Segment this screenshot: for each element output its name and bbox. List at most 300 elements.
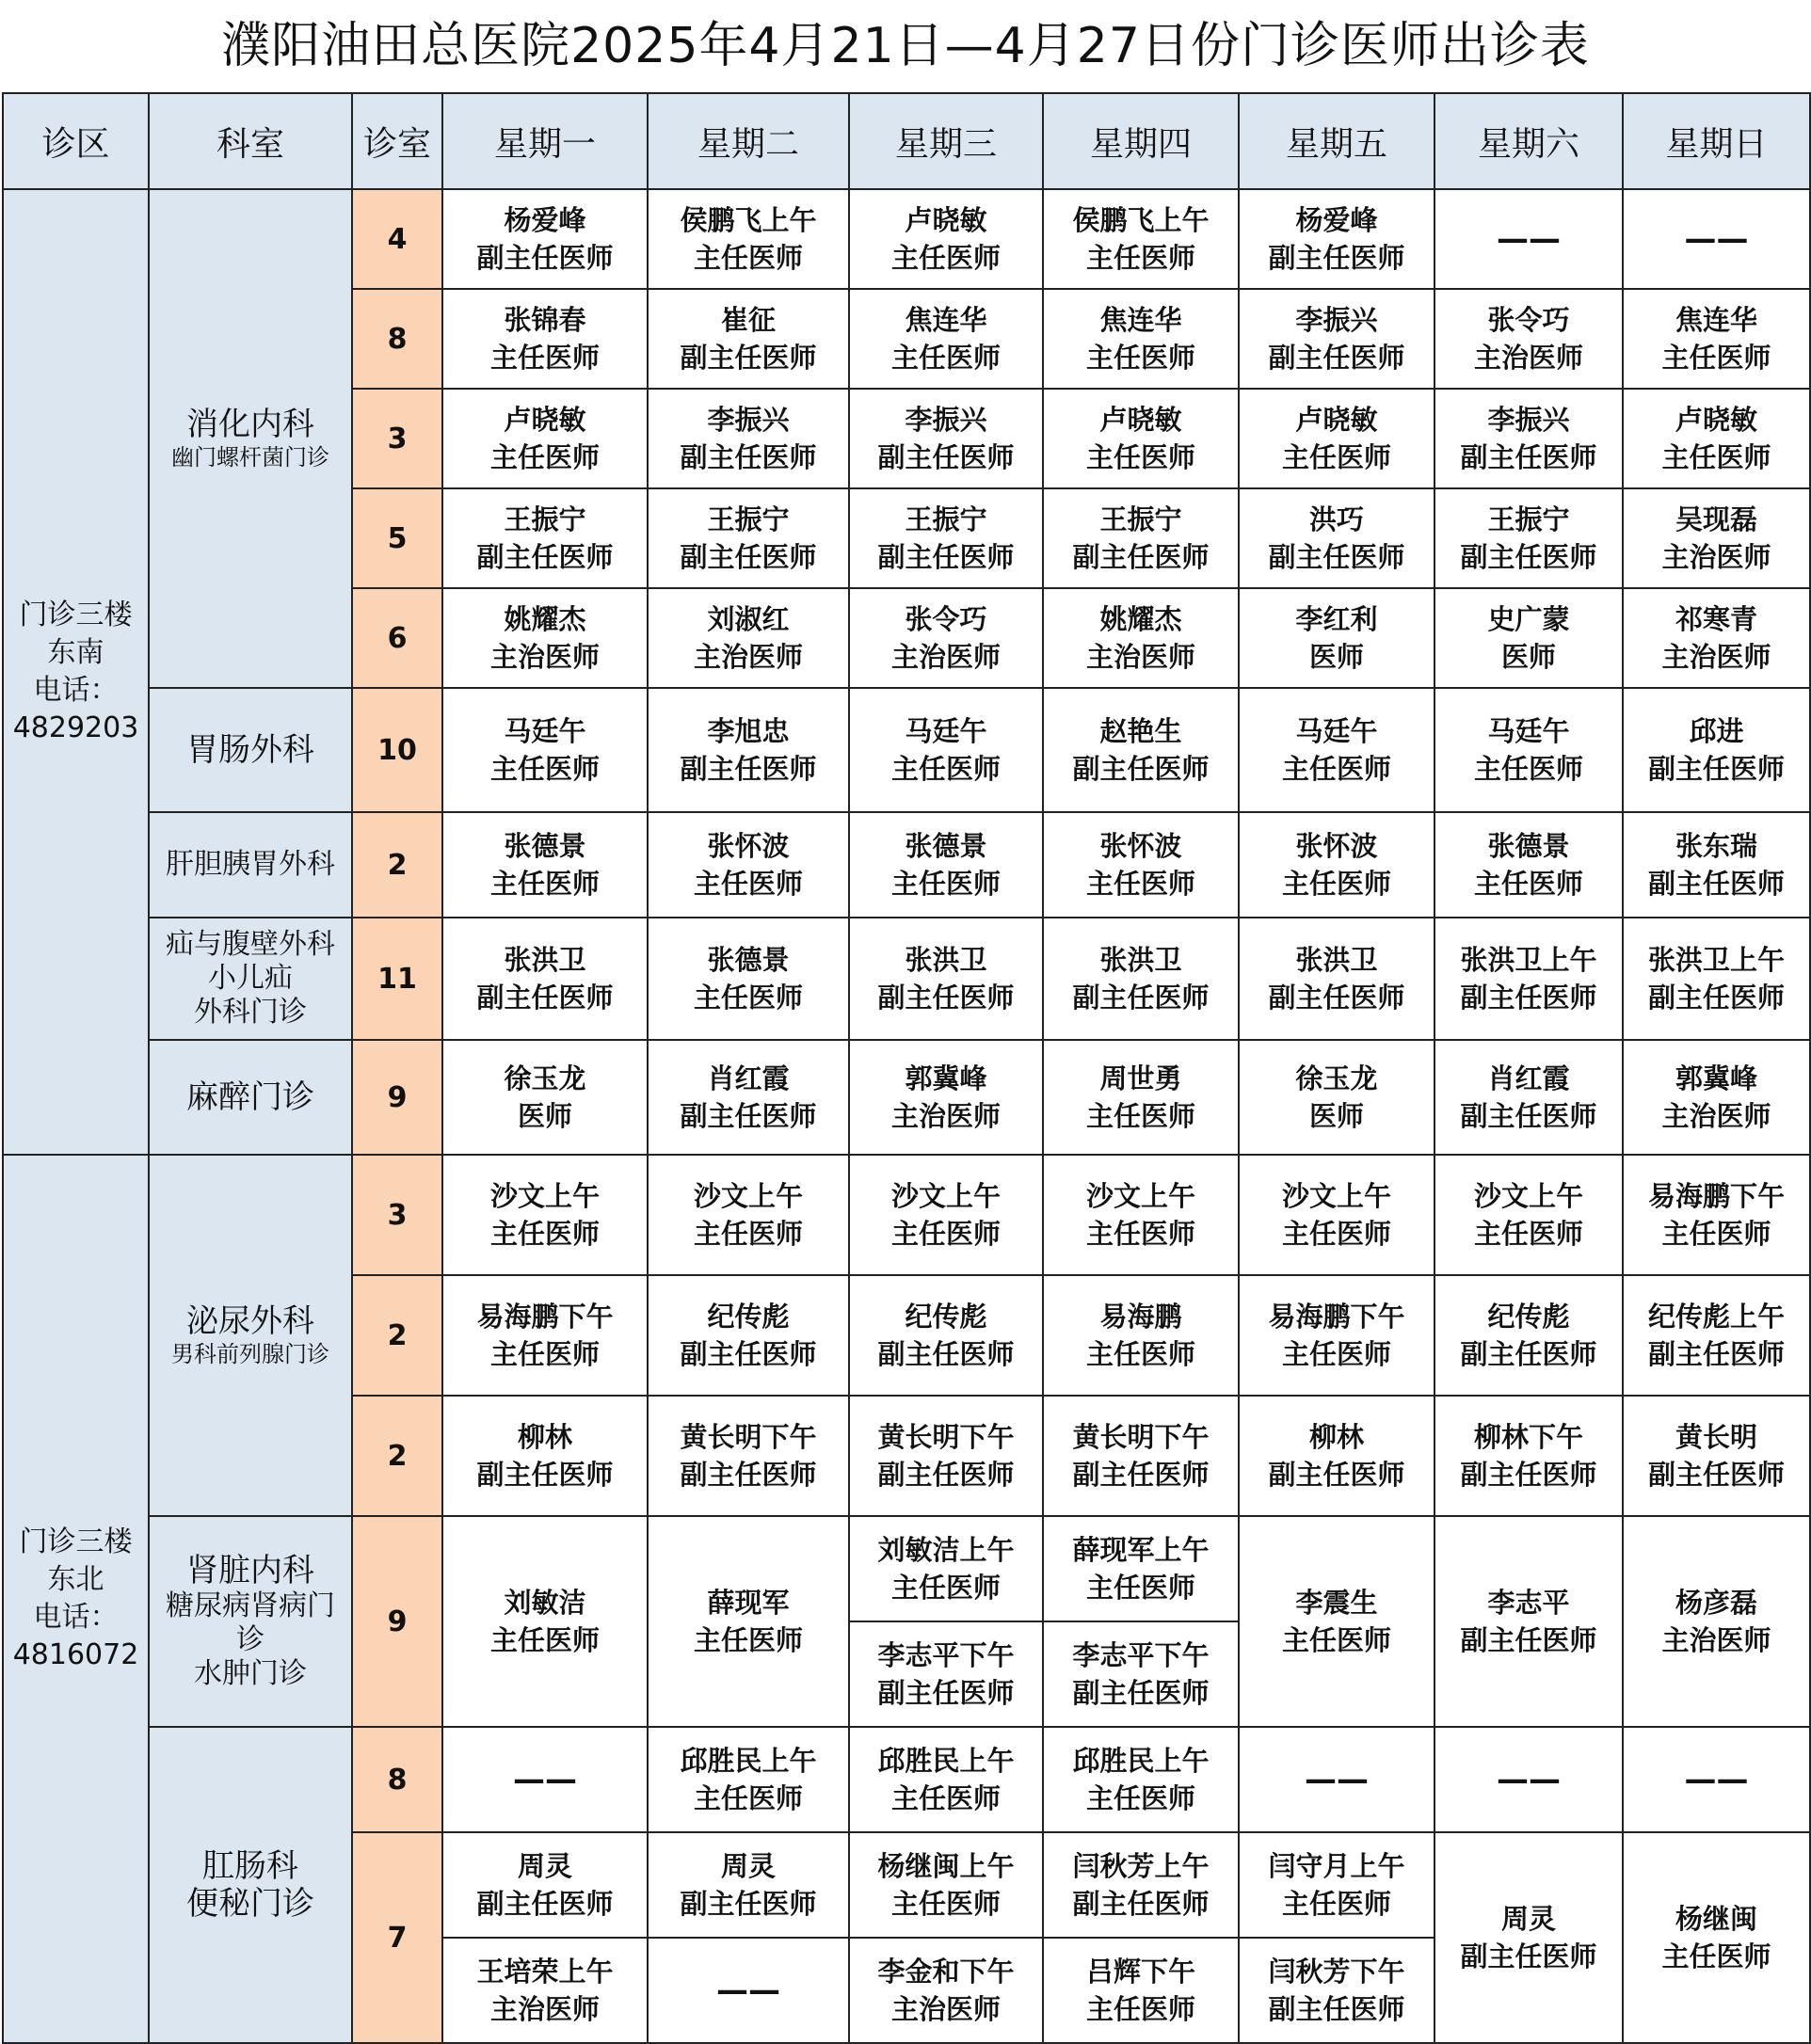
schedule-cell (442, 189, 648, 289)
doctor-name: 张怀波 (1099, 830, 1182, 862)
doctor-title: 主任医师 (890, 1782, 1001, 1814)
schedule-cell (1434, 812, 1623, 918)
doctor-title: 副主任医师 (1072, 541, 1210, 573)
zone-line: 东北 (47, 1563, 104, 1596)
doctor-name: 李志平下午 (1072, 1639, 1210, 1671)
schedule-cell (1043, 688, 1239, 812)
doctor-title: 主任医师 (1281, 868, 1391, 900)
doctor-name: 崔征 (720, 304, 776, 336)
doctor-name: 王振宁 (707, 503, 790, 535)
schedule-cell (1623, 918, 1810, 1040)
empty-cell: —— (1434, 189, 1623, 289)
schedule-cell (648, 488, 849, 588)
room-number: 8 (352, 289, 442, 389)
doctor-name: 郭冀峰 (905, 1062, 987, 1094)
doctor-title: 副主任医师 (1268, 541, 1405, 573)
schedule-table (2, 92, 1811, 2044)
room-number: 9 (352, 1040, 442, 1155)
doctor-name: 姚耀杰 (1099, 603, 1182, 635)
schedule-cell (442, 1040, 648, 1155)
schedule-cell (1043, 1832, 1239, 1938)
doctor-name: 李红利 (1295, 603, 1378, 635)
schedule-cell (648, 1040, 849, 1155)
doctor-name: 卢晓敏 (1675, 404, 1757, 436)
doctor-name: 杨爱峰 (504, 204, 586, 236)
doctor-title: 主任医师 (1085, 1782, 1195, 1814)
doctor-title: 副主任医师 (476, 242, 614, 274)
schedule-cell (1623, 389, 1810, 488)
schedule-cell (1239, 389, 1434, 488)
schedule-cell (1434, 389, 1623, 488)
doctor-title: 主治医师 (1661, 1624, 1771, 1656)
doctor-name: 张德景 (905, 830, 987, 862)
doctor-title: 副主任医师 (1268, 242, 1405, 274)
doctor-name: 杨彦磊 (1675, 1587, 1757, 1619)
schedule-cell (1623, 1155, 1810, 1275)
doctor-name: 张洪卫上午 (1647, 944, 1785, 976)
doctor-title: 主治医师 (890, 1100, 1001, 1132)
schedule-cell (648, 1727, 849, 1832)
doctor-title: 副主任医师 (1460, 1338, 1597, 1370)
doctor-name: 柳林 (517, 1421, 572, 1453)
doctor-name: 卢晓敏 (1295, 404, 1378, 436)
doctor-title: 主任医师 (1473, 868, 1583, 900)
doctor-title: 副主任医师 (1072, 1677, 1210, 1709)
schedule-cell (1043, 1040, 1239, 1155)
schedule-cell (1239, 289, 1434, 389)
schedule-cell (849, 189, 1043, 289)
doctor-name: 侯鹏飞上午 (680, 204, 817, 236)
schedule-cell (849, 1938, 1043, 2043)
doctor-title: 主任医师 (1281, 1218, 1391, 1250)
header-tue: 星期二 (648, 93, 849, 189)
schedule-cell (442, 688, 648, 812)
doctor-title: 主任医师 (890, 1888, 1001, 1920)
room-number: 7 (352, 1832, 442, 2043)
schedule-cell (1434, 688, 1623, 812)
doctor-title: 副主任医师 (1460, 1940, 1597, 1972)
doctor-name: 徐玉龙 (504, 1062, 586, 1094)
dept-sub: 糖尿病肾病门 (166, 1589, 335, 1622)
doctor-name: 王振宁 (504, 503, 586, 535)
doctor-name: 卢晓敏 (504, 404, 586, 436)
doctor-name: 史广蒙 (1487, 603, 1570, 635)
doctor-name: 王振宁 (1487, 503, 1570, 535)
doctor-name: 张洪卫 (905, 944, 987, 976)
page-title: 濮阳油田总医院2025年4月21日—4月27日份门诊医师出诊表 (221, 18, 1590, 74)
doctor-name: 马廷午 (905, 715, 987, 747)
doctor-name: 张洪卫上午 (1460, 944, 1597, 976)
doctor-title: 主任医师 (489, 1624, 600, 1656)
doctor-title: 主任医师 (1281, 1624, 1391, 1656)
doctor-title: 副主任医师 (877, 541, 1015, 573)
schedule-cell (849, 1040, 1043, 1155)
doctor-title: 副主任医师 (1268, 1993, 1405, 2025)
doctor-name: 刘淑红 (707, 603, 790, 635)
doctor-name: 闫秋芳下午 (1268, 1956, 1405, 1988)
schedule-cell (1043, 918, 1239, 1040)
doctor-title: 主治医师 (489, 641, 600, 673)
doctor-title: 副主任医师 (680, 1338, 817, 1370)
zone-line: 门诊三楼 (19, 1525, 133, 1558)
schedule-cell (648, 389, 849, 488)
dept-name: 外科门诊 (194, 996, 307, 1029)
room-number: 10 (352, 688, 442, 812)
doctor-title: 副主任医师 (680, 441, 817, 473)
schedule-cell (442, 389, 648, 488)
dept-anesthesia (149, 1040, 352, 1155)
schedule-cell (1043, 1621, 1239, 1727)
doctor-name: 张洪卫 (1099, 944, 1182, 976)
doctor-name: 李旭忠 (707, 715, 790, 747)
schedule-cell (849, 812, 1043, 918)
schedule-cell (849, 389, 1043, 488)
doctor-name: 刘敏洁上午 (877, 1534, 1015, 1566)
doctor-title: 主任医师 (1085, 441, 1195, 473)
doctor-name: 杨继闽上午 (877, 1850, 1015, 1882)
schedule-cell (1043, 289, 1239, 389)
doctor-name: 张洪卫 (504, 944, 586, 976)
header-sat: 星期六 (1434, 93, 1623, 189)
schedule-cell (1043, 1516, 1239, 1621)
schedule-cell (1434, 1275, 1623, 1396)
doctor-title: 主任医师 (489, 753, 600, 785)
schedule-cell (849, 588, 1043, 688)
header-sun: 星期日 (1623, 93, 1810, 189)
room-number: 8 (352, 1727, 442, 1832)
empty-cell: —— (442, 1727, 648, 1832)
doctor-title: 主治医师 (1085, 641, 1195, 673)
dept-name: 小儿疝 (208, 962, 293, 995)
doctor-title: 主任医师 (489, 342, 600, 374)
schedule-cell (648, 189, 849, 289)
dept-name: 肝胆胰胃外科 (166, 848, 335, 881)
dept-sub: 水肿门诊 (194, 1657, 307, 1690)
schedule-cell (1239, 1516, 1434, 1727)
schedule-cell (1623, 1040, 1810, 1155)
table-row (3, 918, 1810, 1040)
doctor-title: 主任医师 (1085, 1338, 1195, 1370)
room-number: 4 (352, 189, 442, 289)
doctor-title: 主治医师 (1473, 342, 1583, 374)
doctor-name: 周世勇 (1099, 1062, 1182, 1094)
schedule-cell (1239, 1040, 1434, 1155)
room-number: 2 (352, 812, 442, 918)
doctor-name: 纪传彪上午 (1647, 1301, 1785, 1333)
schedule-cell (1434, 1516, 1623, 1727)
schedule-cell (1623, 1396, 1810, 1516)
doctor-name: 卢晓敏 (905, 204, 987, 236)
doctor-title: 副主任医师 (1460, 1624, 1597, 1656)
dept-sub: 诊 (236, 1623, 264, 1656)
doctor-name: 李振兴 (905, 404, 987, 436)
doctor-title: 医师 (1500, 641, 1556, 673)
schedule-cell (442, 1832, 648, 1938)
schedule-cell (648, 1832, 849, 1938)
schedule-cell (849, 289, 1043, 389)
doctor-title: 主治医师 (1661, 1100, 1771, 1132)
doctor-name: 卢晓敏 (1099, 404, 1182, 436)
doctor-title: 主任医师 (890, 342, 1001, 374)
doctor-title: 副主任医师 (476, 541, 614, 573)
empty-cell: —— (648, 1938, 849, 2043)
doctor-name: 李振兴 (1487, 404, 1570, 436)
doctor-title: 副主任医师 (680, 1888, 817, 1920)
doctor-name: 王培荣上午 (476, 1956, 614, 1988)
doctor-name: 沙文上午 (693, 1180, 803, 1212)
doctor-name: 张怀波 (707, 830, 790, 862)
doctor-name: 赵艳生 (1099, 715, 1182, 747)
header-dept: 科室 (149, 93, 352, 189)
doctor-title: 主任医师 (693, 1782, 803, 1814)
doctor-name: 纪传彪 (905, 1301, 987, 1333)
schedule-cell (1623, 1275, 1810, 1396)
doctor-name: 李金和下午 (877, 1956, 1015, 1988)
schedule-cell (1043, 488, 1239, 588)
doctor-title: 主任医师 (693, 1624, 803, 1656)
doctor-name: 邱胜民上午 (877, 1745, 1015, 1777)
dept-nephrology (149, 1516, 352, 1727)
doctor-name: 徐玉龙 (1295, 1062, 1378, 1094)
doctor-title: 主任医师 (1281, 753, 1391, 785)
schedule-cell (849, 1621, 1043, 1727)
schedule-cell (1623, 289, 1810, 389)
dept-proctology (149, 1727, 352, 2043)
doctor-name: 吕辉下午 (1085, 1956, 1195, 1988)
doctor-name: 祁寒青 (1675, 603, 1757, 635)
schedule-cell (1239, 588, 1434, 688)
doctor-name: 李志平下午 (877, 1639, 1015, 1671)
doctor-name: 张德景 (1487, 830, 1570, 862)
dept-name: 疝与腹壁外科 (166, 928, 335, 961)
doctor-name: 李振兴 (1295, 304, 1378, 336)
doctor-name: 邱胜民上午 (680, 1745, 817, 1777)
schedule-cell (1043, 389, 1239, 488)
doctor-title: 副主任医师 (476, 1459, 614, 1491)
doctor-title: 副主任医师 (476, 1888, 614, 1920)
doctor-title: 主任医师 (1661, 1218, 1771, 1250)
doctor-name: 易海鹏下午 (476, 1301, 614, 1333)
dept-name: 便秘门诊 (186, 1885, 314, 1923)
schedule-cell (442, 1938, 648, 2043)
dept-name: 肛肠科 (202, 1847, 298, 1885)
doctor-title: 主治医师 (890, 1993, 1001, 2025)
doctor-title: 副主任医师 (680, 1100, 817, 1132)
doctor-name: 李震生 (1295, 1587, 1378, 1619)
doctor-title: 主任医师 (1661, 441, 1771, 473)
header-fri: 星期五 (1239, 93, 1434, 189)
dept-name: 麻醉门诊 (186, 1078, 314, 1116)
doctor-name: 闫秋芳上午 (1072, 1850, 1210, 1882)
doctor-name: 黄长明 (1675, 1421, 1757, 1453)
schedule-cell (648, 1275, 849, 1396)
schedule-cell (1239, 488, 1434, 588)
doctor-title: 副主任医师 (680, 1459, 817, 1491)
schedule-cell (442, 488, 648, 588)
doctor-title: 主治医师 (1661, 541, 1771, 573)
doctor-name: 邱进 (1689, 715, 1744, 747)
doctor-title: 副主任医师 (877, 1459, 1015, 1491)
zone-southeast (3, 189, 149, 1155)
doctor-title: 医师 (1308, 641, 1364, 673)
doctor-title: 副主任医师 (1647, 982, 1785, 1014)
dept-gastroenterology (149, 189, 352, 688)
doctor-title: 主任医师 (1085, 1100, 1195, 1132)
dept-hepatobiliary (149, 812, 352, 918)
doctor-name: 张东瑞 (1675, 830, 1757, 862)
doctor-name: 焦连华 (1099, 304, 1182, 336)
doctor-title: 主任医师 (1473, 1218, 1583, 1250)
doctor-name: 马廷午 (1295, 715, 1378, 747)
doctor-name: 易海鹏下午 (1268, 1301, 1405, 1333)
header-thu: 星期四 (1043, 93, 1239, 189)
doctor-name: 邱胜民上午 (1072, 1745, 1210, 1777)
schedule-cell (442, 1155, 648, 1275)
doctor-title: 副主任医师 (476, 982, 614, 1014)
doctor-title: 主任医师 (890, 868, 1001, 900)
schedule-cell (1239, 1275, 1434, 1396)
schedule-cell (1434, 1396, 1623, 1516)
doctor-name: 黄长明下午 (1072, 1421, 1210, 1453)
room-number: 5 (352, 488, 442, 588)
table-row (3, 812, 1810, 918)
room-number: 2 (352, 1396, 442, 1516)
dept-name: 肾脏内科 (186, 1552, 314, 1589)
table-row (3, 1155, 1810, 1275)
doctor-name: 柳林下午 (1473, 1421, 1583, 1453)
doctor-title: 副主任医师 (1460, 541, 1597, 573)
doctor-title: 副主任医师 (680, 753, 817, 785)
doctor-title: 主任医师 (489, 441, 600, 473)
room-number: 6 (352, 588, 442, 688)
doctor-title: 副主任医师 (1072, 982, 1210, 1014)
schedule-cell (1434, 918, 1623, 1040)
doctor-name: 柳林 (1308, 1421, 1364, 1453)
schedule-cell (648, 1516, 849, 1727)
schedule-cell (849, 1832, 1043, 1938)
doctor-title: 主任医师 (1085, 1572, 1195, 1604)
schedule-cell (442, 812, 648, 918)
doctor-title: 主任医师 (1085, 1993, 1195, 2025)
doctor-name: 吴现磊 (1675, 503, 1757, 535)
header-room: 诊室 (352, 93, 442, 189)
schedule-cell (849, 1516, 1043, 1621)
schedule-cell (1239, 688, 1434, 812)
schedule-cell (1434, 289, 1623, 389)
schedule-cell (442, 918, 648, 1040)
doctor-title: 副主任医师 (1647, 1338, 1785, 1370)
doctor-name: 易海鹏下午 (1647, 1180, 1785, 1212)
dept-urology (149, 1155, 352, 1516)
header-zone: 诊区 (3, 93, 149, 189)
schedule-cell (1239, 1155, 1434, 1275)
doctor-name: 姚耀杰 (504, 603, 586, 635)
doctor-name: 马廷午 (504, 715, 586, 747)
schedule-cell (1239, 918, 1434, 1040)
schedule-cell (1239, 1396, 1434, 1516)
schedule-cell (1623, 1832, 1810, 2043)
zone-line: 东南 (47, 636, 104, 669)
room-number: 9 (352, 1516, 442, 1727)
doctor-title: 副主任医师 (1460, 982, 1597, 1014)
doctor-name: 张德景 (707, 944, 790, 976)
doctor-name: 王振宁 (905, 503, 987, 535)
header-mon: 星期一 (442, 93, 648, 189)
schedule-cell (1434, 1040, 1623, 1155)
doctor-name: 李志平 (1487, 1587, 1570, 1619)
schedule-cell (1434, 588, 1623, 688)
schedule-cell (648, 812, 849, 918)
doctor-name: 杨继闽 (1675, 1903, 1757, 1935)
doctor-name: 王振宁 (1099, 503, 1182, 535)
doctor-title: 主任医师 (890, 753, 1001, 785)
doctor-name: 刘敏洁 (504, 1587, 586, 1619)
doctor-title: 副主任医师 (680, 541, 817, 573)
schedule-cell (648, 918, 849, 1040)
schedule-cell (1043, 812, 1239, 918)
doctor-title: 副主任医师 (1647, 868, 1785, 900)
schedule-cell (1623, 1516, 1810, 1727)
doctor-name: 张德景 (504, 830, 586, 862)
schedule-cell (849, 1396, 1043, 1516)
dept-name: 消化内科 (186, 406, 314, 443)
schedule-cell (1239, 1938, 1434, 2043)
schedule-cell (849, 918, 1043, 1040)
zone-line: 电话： (33, 1601, 119, 1634)
empty-cell: —— (1434, 1727, 1623, 1832)
schedule-cell (1043, 1938, 1239, 2043)
doctor-name: 纪传彪 (707, 1301, 790, 1333)
schedule-cell (648, 1155, 849, 1275)
doctor-title: 副主任医师 (1072, 753, 1210, 785)
dept-sub: 男科前列腺门诊 (171, 1341, 329, 1367)
doctor-name: 沙文上午 (1473, 1180, 1583, 1212)
empty-cell: —— (1623, 189, 1810, 289)
doctor-title: 副主任医师 (877, 1338, 1015, 1370)
doctor-title: 副主任医师 (877, 982, 1015, 1014)
room-number: 2 (352, 1275, 442, 1396)
schedule-cell (1239, 812, 1434, 918)
doctor-name: 周灵 (517, 1850, 572, 1882)
table-row (3, 1516, 1810, 1621)
doctor-name: 薛现军 (707, 1587, 790, 1619)
doctor-title: 主任医师 (1281, 441, 1391, 473)
dept-hernia (149, 918, 352, 1040)
doctor-name: 张令巧 (905, 603, 987, 635)
doctor-title: 副主任医师 (877, 1677, 1015, 1709)
doctor-name: 李振兴 (707, 404, 790, 436)
doctor-title: 主任医师 (1085, 242, 1195, 274)
doctor-title: 副主任医师 (1647, 753, 1785, 785)
doctor-title: 主治医师 (489, 1993, 600, 2025)
table-row (3, 1040, 1810, 1155)
doctor-name: 张怀波 (1295, 830, 1378, 862)
doctor-title: 副主任医师 (1647, 1459, 1785, 1491)
doctor-title: 主治医师 (693, 641, 803, 673)
room-number: 3 (352, 389, 442, 488)
doctor-name: 张令巧 (1487, 304, 1570, 336)
doctor-title: 主任医师 (1281, 1338, 1391, 1370)
doctor-name: 洪巧 (1308, 503, 1364, 535)
doctor-name: 肖红霞 (1487, 1062, 1570, 1094)
doctor-title: 主任医师 (693, 868, 803, 900)
doctor-name: 沙文上午 (489, 1180, 600, 1212)
doctor-name: 周灵 (1500, 1903, 1556, 1935)
schedule-cell (1239, 189, 1434, 289)
doctor-name: 马廷午 (1487, 715, 1570, 747)
doctor-title: 主任医师 (489, 1218, 600, 1250)
schedule-cell (1434, 1155, 1623, 1275)
